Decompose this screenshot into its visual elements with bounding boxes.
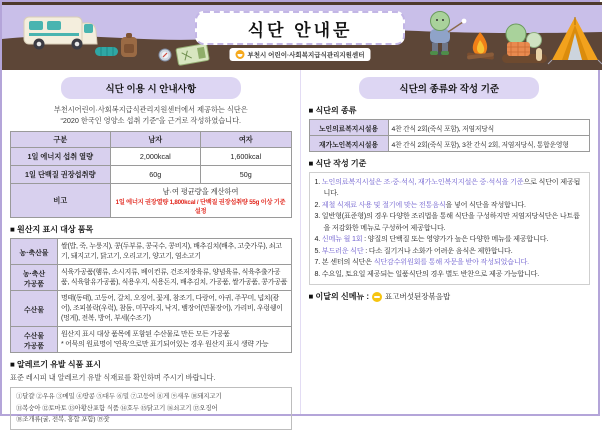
note-label: 비고 [11,184,111,218]
plain-text: 본 센터의 식단은 [321,258,374,267]
intro-text [10,104,292,126]
row-text: 쌀(밥, 죽, 누룽지), 콩(두부류, 콩국수, 콩비지), 배추김치(배추, 고춧가루), 쇠고기, 돼지고기, 닭고기, 오리고기, 양고기, 염소고기 [58,239,292,265]
types-title: ■ 식단의 종류 [308,106,357,115]
criteria-item [315,200,585,211]
male-value: 2,000kcal [110,148,200,166]
criteria-item [315,234,585,245]
allergen-line: ①달걀 ②우유 ③메밀 ④땅콩 ⑤대두 ⑥밀 ⑦고등어 ⑧게 ⑨새우 ⑩돼지고기 [16,393,222,401]
table-row [309,136,590,152]
origin-title: ■ 원산지 표시 대상 품목 [10,225,94,235]
table-row [11,265,292,291]
compass-icon [159,49,171,61]
female-value: 1,600kcal [201,148,291,166]
highlighted-text: 부드러운 식단 [321,246,364,255]
center-badge [230,48,371,61]
origin-table [10,238,292,353]
new-menu-value: 표고버섯된장볶음밥 [385,292,451,302]
table-row [11,148,292,166]
allergy-title: ■ 알레르기 유발 식품 표시 [10,360,102,370]
page-title: 식단 안내문 [195,11,405,45]
sleeping-bag-icon [95,47,118,56]
item-number: 4. [314,235,322,244]
col-header-category: 구분 [11,132,111,148]
header-banner [2,2,598,70]
table-row [11,166,292,184]
content-columns [2,70,598,424]
plain-text: : 다소 질기거나 소화가 어려운 음식은 제한합니다. [363,246,513,255]
highlighted-text: 식단감수위원회를 통해 자문을 받아 작성되었습니다. [373,258,529,267]
new-menu-label: ■ 이달의 신메뉴 : [308,292,370,302]
meal-types-table [309,119,591,152]
item-number: 8. [314,269,322,278]
criteria-item [315,269,585,280]
new-menu-line [309,291,591,302]
criteria-item [315,211,585,234]
plain-text: 을 넣어 식단을 작성합니다. [445,200,526,209]
row-label: 1일 단백질 권장섭취량 [11,166,111,184]
center-name: 부천시 어린이·사회복지급식관리지원센터 [247,52,365,59]
criteria-item [315,246,585,257]
row-label: 재가노인복지시설용 [309,136,388,152]
table-row [309,120,590,136]
item-number: 3. [314,212,322,221]
plain-text: 수요일, 토요일 제공되는 일품식단의 경우 별도 반찬으로 제공 가능합니다. [321,269,540,278]
nutrition-note-row [11,184,292,218]
allergen-line: ⑱조개류(굴, 전복, 홍합 포함) ⑲잣 [16,416,110,424]
plain-text: : 양질의 단백질 또는 영양가가 높은 다양한 메뉴를 제공합니다. [362,235,549,244]
item-number: 2. [314,200,322,209]
table-row [11,327,292,353]
center-logo-icon [236,50,245,59]
nutrition-table [10,131,292,218]
allergen-line: ⑪복숭아 ⑫토마토 ⑬아황산포함 식품 ⑭호두 ⑮닭고기 ⑯쇠고기 ⑰오징어 [16,404,218,412]
criteria-list [309,172,591,285]
table-row [11,239,292,265]
item-number: 1. [314,178,322,186]
plain-text: 일반형(표준형)의 경우 다양한 조리법을 통해 식단을 구성하지만 저염저당식단은 나트륨을 저감화한 메뉴로 구성하여 제공합니다. [321,212,580,232]
note-line-1: 남·여 평균량을 계산하여 [162,186,239,196]
row-text: 원산지 표시 대상 품목에 포함된 수산물로 만든 모든 가공품 * 어묵의 원료명이 '연육'으로만 표기되어있는 경우 원산지 표시 생략 가능 [58,327,292,353]
row-label: 수산물 가공품 [11,327,58,353]
row-label: 농·축산물 [11,239,58,265]
highlighted-text: 제철 식재료 사용 및 절기에 맞는 전통음식 [321,200,446,209]
left-column [2,70,300,424]
highlighted-text: 노인의료복지시설은 조·중·석식, 재가노인복지지설은 중·석식을 기준 [321,178,524,186]
note-line-2-red: 1일 에너지 권장열량 1,800kcal / 단백질 권장섭취량 55g 이상 기준 설정 [115,198,286,215]
row-text: 4찬 간식 2회(죽식 포함), 저염저당식 [388,120,590,136]
section-title-criteria: 식단의 종류와 작성 기준 [359,77,539,99]
highlighted-text: 신메뉴 월 1회 [321,235,363,244]
intro-line-1: 부천시어린이·사회복지급식관리지원센터에서 제공하는 식단은 [53,105,248,114]
criteria-item [315,257,585,268]
allergy-desc: 표준 레시피 내 알레르기 유발 식재료를 확인하며 주시기 바랍니다. [10,373,216,383]
col-header-female: 여자 [201,132,291,148]
allergen-list [10,387,292,430]
row-label: 1일 에너지 섭취 열량 [11,148,111,166]
criteria-item [315,177,585,200]
intro-line-2: “2020 한국인 영양소 섭취 기준”을 근거로 작성하였습니다. [60,116,242,126]
item-number: 5. [314,246,322,255]
row-text: 식육가공품(햄류, 소시지류, 베이컨류, 건조저장육류, 양념육류, 식육추출가공품, 식육함유가공품), 식용우지, 식용돈지, 배추김치, 가공품, 쌀가공품, 콩가공품 [58,265,292,291]
male-value: 60g [110,166,200,184]
row-label: 농·축산 가공품 [11,265,58,291]
row-label: 노인의료복지시설용 [309,120,388,136]
row-label: 수산물 [11,291,58,327]
section-title-usage: 식단 이용 시 안내사항 [61,77,241,99]
row-text: 명태(동태), 고등어, 갈치, 오징어, 꽃게, 참조기, 다랑어, 아귀, 주꾸미, 넙치(광어), 조피볼락(우럭), 참돔, 미꾸라지, 낙지, 뱀장어(민물장어), 가리비, 우렁쉥이(멍게), 전복, 방어, 부세(수조기) [58,291,292,327]
female-value: 50g [201,166,291,184]
plain-text: 으로 식단이 제공됩니다. [323,178,581,198]
row-text: 4찬 간식 2회(죽식 포함), 3찬 간식 2회, 저염저당식, 통합운영형 [388,136,590,152]
col-header-male: 남자 [110,132,200,148]
table-row [11,291,292,327]
right-column [300,70,599,414]
new-menu-icon [372,292,382,302]
nutrition-header-row [11,132,292,148]
item-number: 7. [314,258,322,267]
note-cell [110,184,291,218]
criteria-title: ■ 식단 작성 기준 [308,159,367,168]
